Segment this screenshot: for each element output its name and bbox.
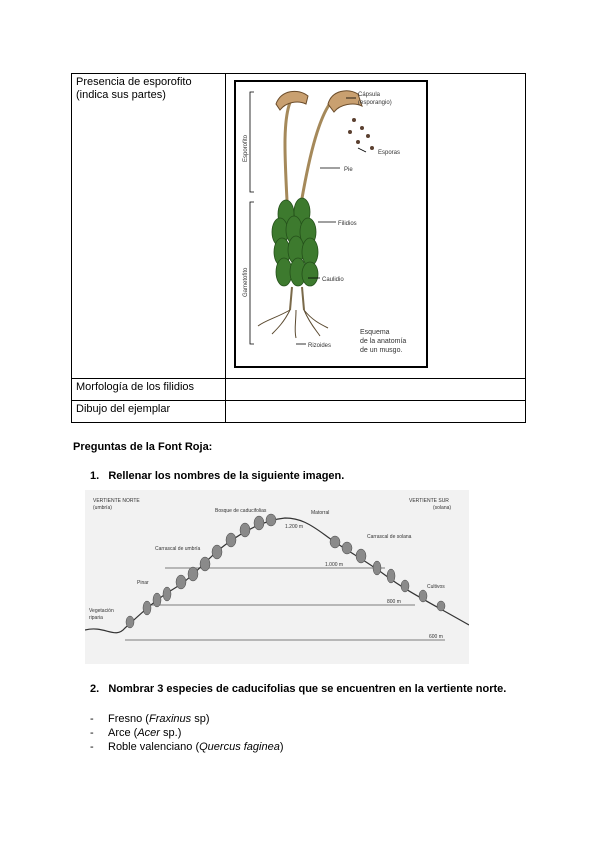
label-south-sub: (solana)	[433, 505, 452, 511]
label-capsule: Cápsula	[358, 92, 381, 98]
question-number: 1.	[90, 470, 100, 482]
latin-name: Fraxinus	[148, 713, 192, 725]
caption-line-3: de un musgo.	[360, 347, 403, 354]
label-gametophyte: Gametofito	[243, 267, 249, 297]
label-phyllids: Filidios	[338, 221, 357, 227]
label-matorral: Matorral	[311, 510, 330, 516]
label-south: VERTIENTE SUR	[409, 498, 449, 504]
label-spores: Esporas	[378, 150, 401, 156]
question-2	[90, 683, 506, 695]
moss-anatomy-diagram	[234, 80, 428, 368]
label-caulid: Caulidio	[322, 277, 344, 283]
caption-line-2: de la anatomía	[360, 338, 407, 345]
question-text: Rellenar los nombres de la siguiente imagen.	[108, 470, 345, 482]
latin-name: Acer	[137, 727, 160, 739]
list-item: - Arce (Acer sp.)	[90, 727, 182, 739]
label-north-sub: (umbría)	[93, 505, 112, 511]
question-1	[90, 470, 344, 482]
label-alt-1000: 1.000 m	[325, 562, 344, 568]
table-row	[72, 379, 526, 401]
label-carrascal-umbria: Carrascal de umbría	[155, 546, 201, 552]
label-alt-600: 600 m	[429, 634, 443, 640]
row-label-drawing: Dibujo del ejemplar	[72, 401, 226, 423]
row-label-phyllids: Morfología de los filidios	[72, 379, 226, 401]
label-cultivos: Cultivos	[427, 584, 445, 590]
label-north: VERTIENTE NORTE	[93, 498, 140, 504]
label-riparian-1: Vegetación	[89, 608, 114, 614]
mountain-vegetation-diagram	[85, 490, 469, 664]
label-sporophyte: Esporofito	[243, 134, 249, 162]
label-summit-alt: 1.200 m	[285, 524, 304, 530]
row-value-phyllids	[226, 379, 526, 401]
caption-line-1: Esquema	[360, 329, 390, 336]
list-marker: -	[90, 741, 94, 753]
list-item: - Roble valenciano (Quercus faginea)	[90, 741, 284, 753]
label-pinar: Pinar	[137, 580, 149, 586]
section-heading: Preguntas de la Font Roja:	[73, 441, 213, 453]
label-foot: Pie	[344, 167, 353, 173]
label-riparian-2: riparia	[89, 615, 103, 621]
latin-name: Quercus faginea	[199, 741, 280, 753]
row-value-drawing	[226, 401, 526, 423]
label-alt-800: 800 m	[387, 599, 401, 605]
label-carrascal-solana: Carrascal de solana	[367, 534, 412, 540]
list-marker: -	[90, 727, 94, 739]
label-deciduous: Bosque de caducifolias	[215, 508, 267, 514]
row-label-sporophyte: Presencia de esporofito (indica sus partes)	[72, 74, 226, 379]
list-item: - Fresno (Fraxinus sp)	[90, 713, 210, 725]
list-marker: -	[90, 713, 94, 725]
label-capsule-sub: (esporangio)	[358, 100, 392, 106]
question-number: 2.	[90, 683, 100, 695]
species-list	[90, 712, 284, 754]
mountain-illustration	[85, 490, 469, 664]
table-row	[72, 401, 526, 423]
question-text: Nombrar 3 especies de caducifolias que se encuentren en la vertiente norte.	[108, 683, 507, 695]
label-rhizoids: Rizoides	[308, 343, 332, 349]
moss-illustration	[236, 82, 426, 366]
